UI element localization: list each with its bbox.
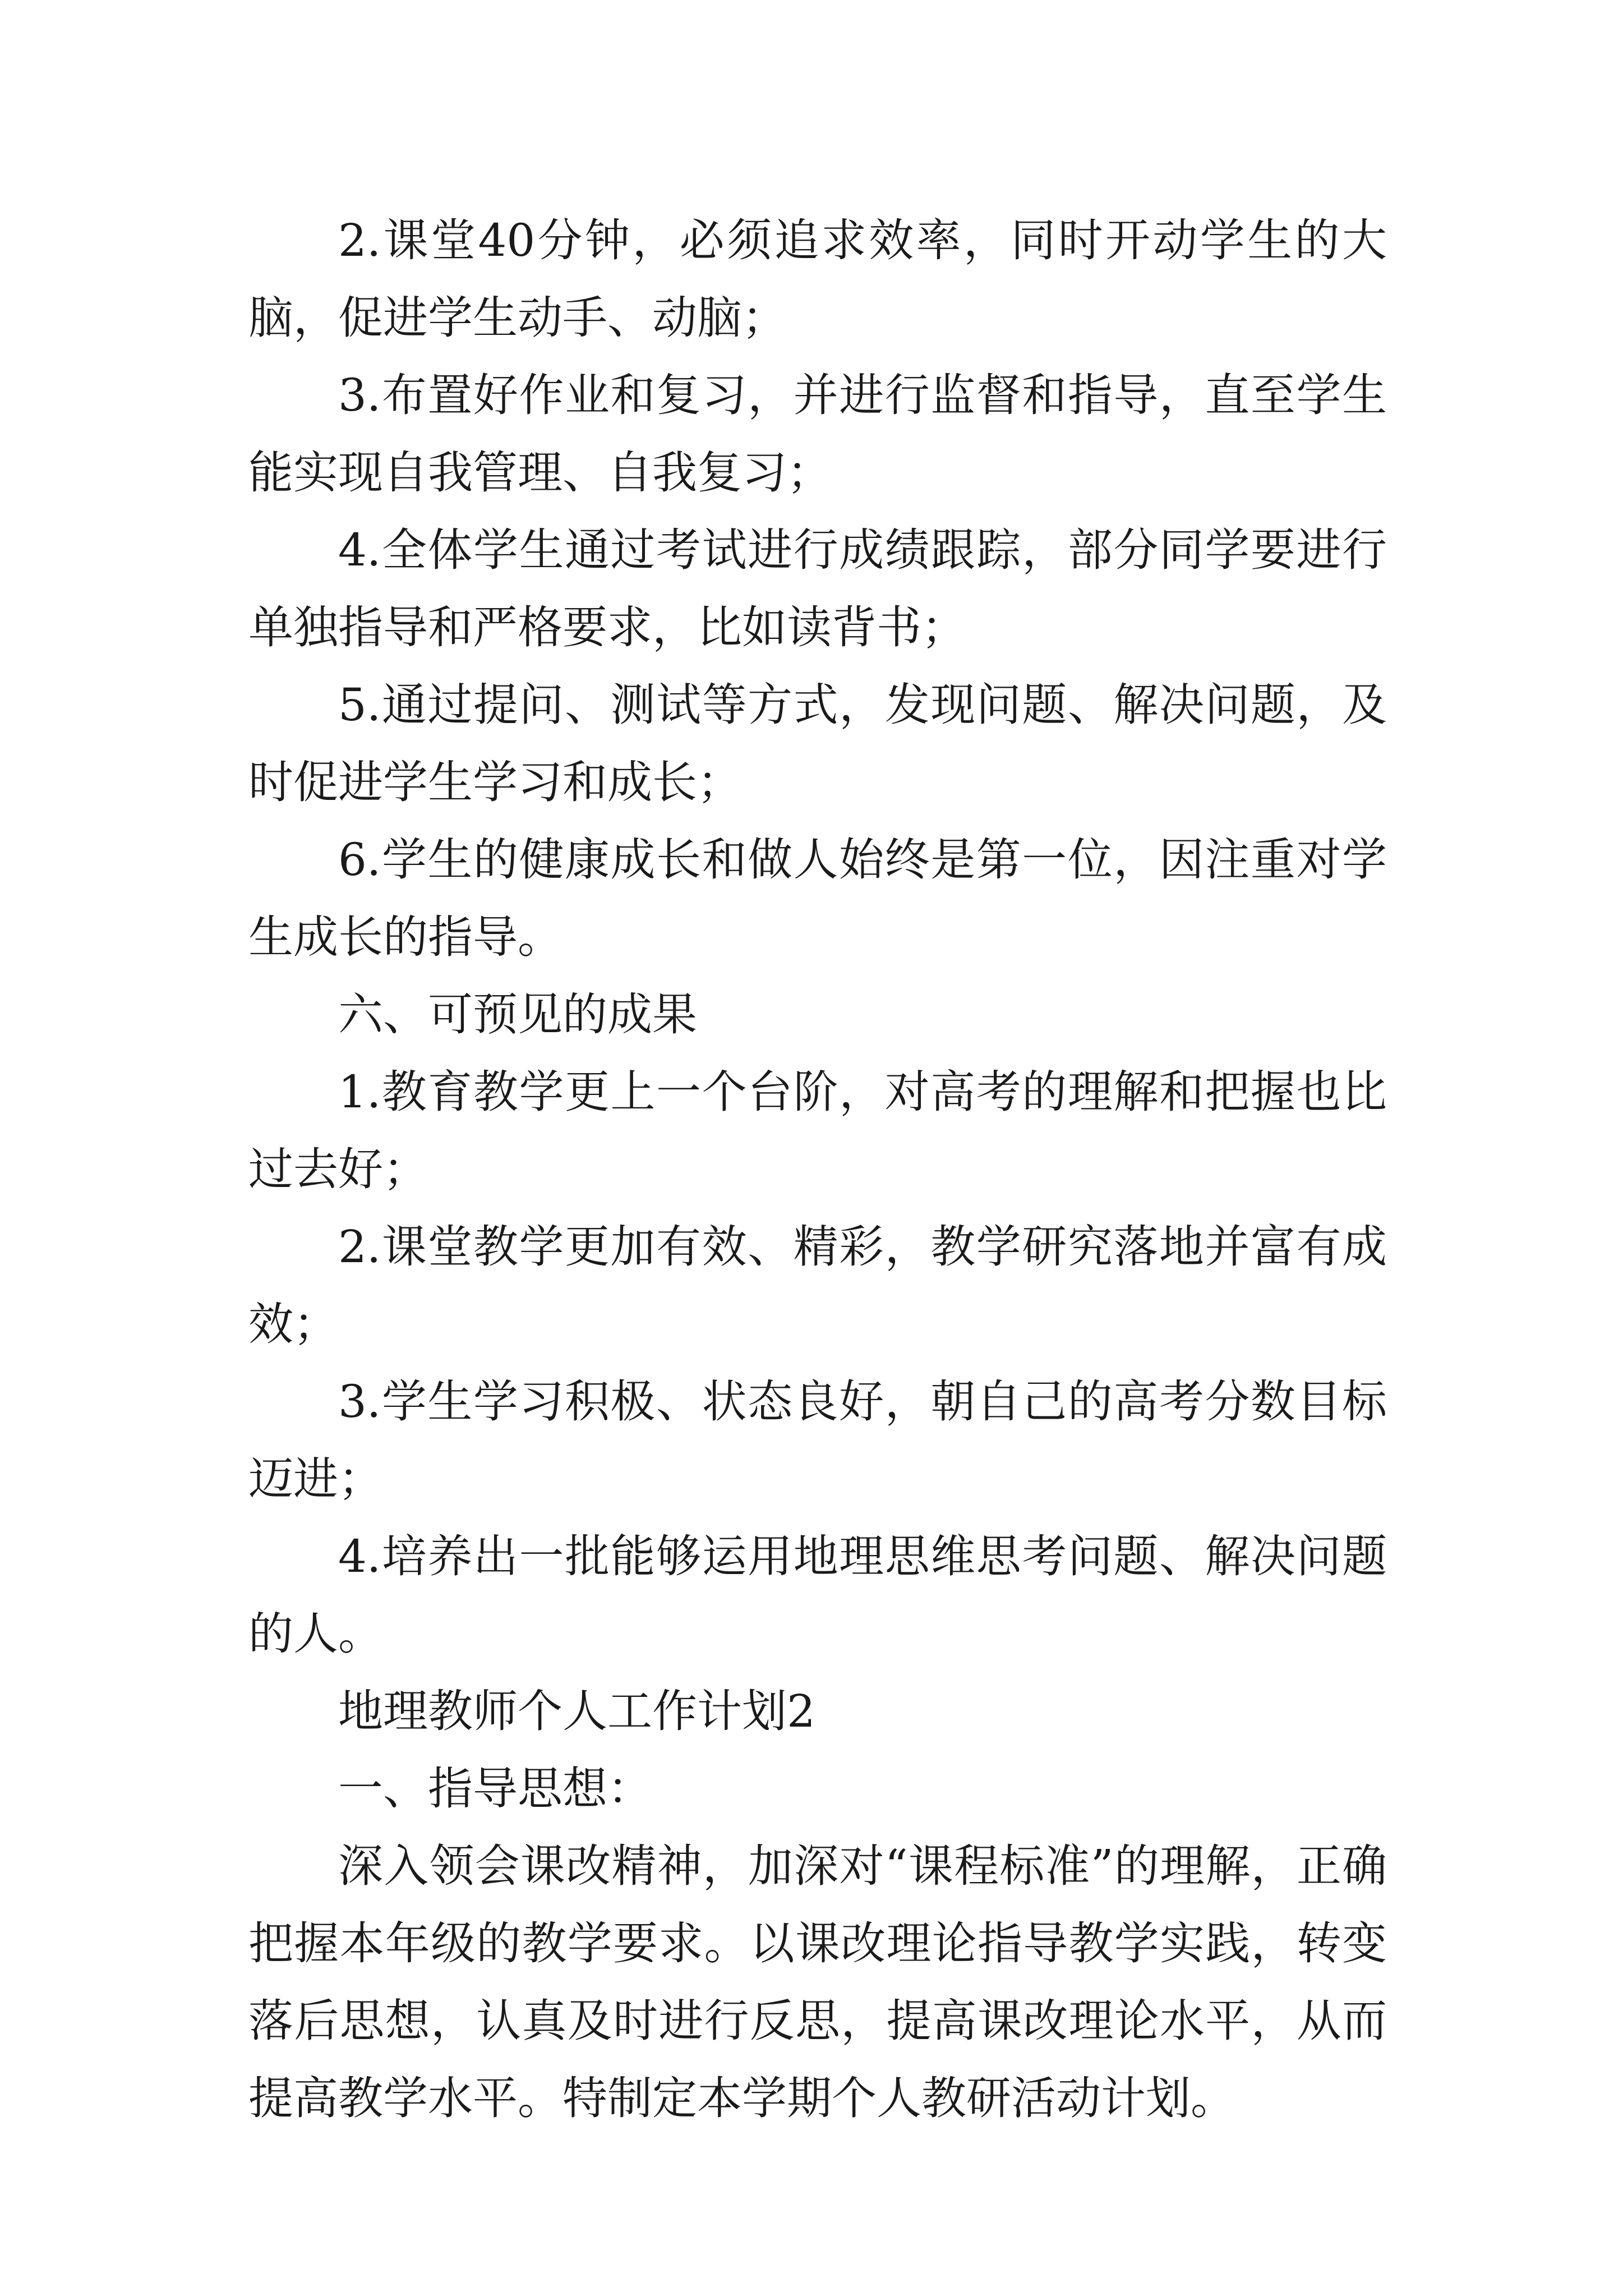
paragraph-result-3: 3.学生学习积极、状态良好，朝自己的高考分数目标迈进； — [248, 1375, 1387, 1505]
paragraph-item-6: 6.学生的健康成长和做人始终是第一位，因注重对学生成长的指导。 — [248, 834, 1387, 963]
paragraph-result-2: 2.课堂教学更加有效、精彩，教学研究落地并富有成效； — [248, 1221, 1387, 1350]
paragraph-item-5: 5.通过提问、测试等方式，发现问题、解决问题，及时促进学生学习和成长； — [248, 679, 1387, 808]
paragraph-item-2: 2.课堂40分钟，必须追求效率，同时开动学生的大脑，促进学生动手、动脑； — [248, 214, 1387, 344]
paragraph-guiding-ideology: 深入领会课改精神，加深对“课程标准”的理解，正确把握本年级的教学要求。以课改理论指导教学实践，转变落后思想，认真及时进行反思，提高课改理论水平，从而提高教学水平。特制定本学期个人教研活动计划。 — [248, 1840, 1387, 2124]
paragraph-result-4: 4.培养出一批能够运用地理思维思考问题、解决问题的人。 — [248, 1530, 1387, 1660]
section-heading-guiding-ideology: 一、指导思想： — [338, 1763, 652, 1815]
paragraph-item-4: 4.全体学生通过考试进行成绩跟踪，部分同学要进行单独指导和严格要求，比如读背书； — [248, 524, 1387, 654]
document-subtitle: 地理教师个人工作计划2 — [338, 1685, 815, 1737]
paragraph-item-3: 3.布置好作业和复习，并进行监督和指导，直至学生能实现自我管理、自我复习； — [248, 369, 1387, 499]
section-heading-expected-results: 六、可预见的成果 — [338, 988, 697, 1041]
document-body — [248, 202, 1387, 2137]
paragraph-result-1: 1.教育教学更上一个台阶，对高考的理解和把握也比过去好； — [248, 1066, 1387, 1195]
